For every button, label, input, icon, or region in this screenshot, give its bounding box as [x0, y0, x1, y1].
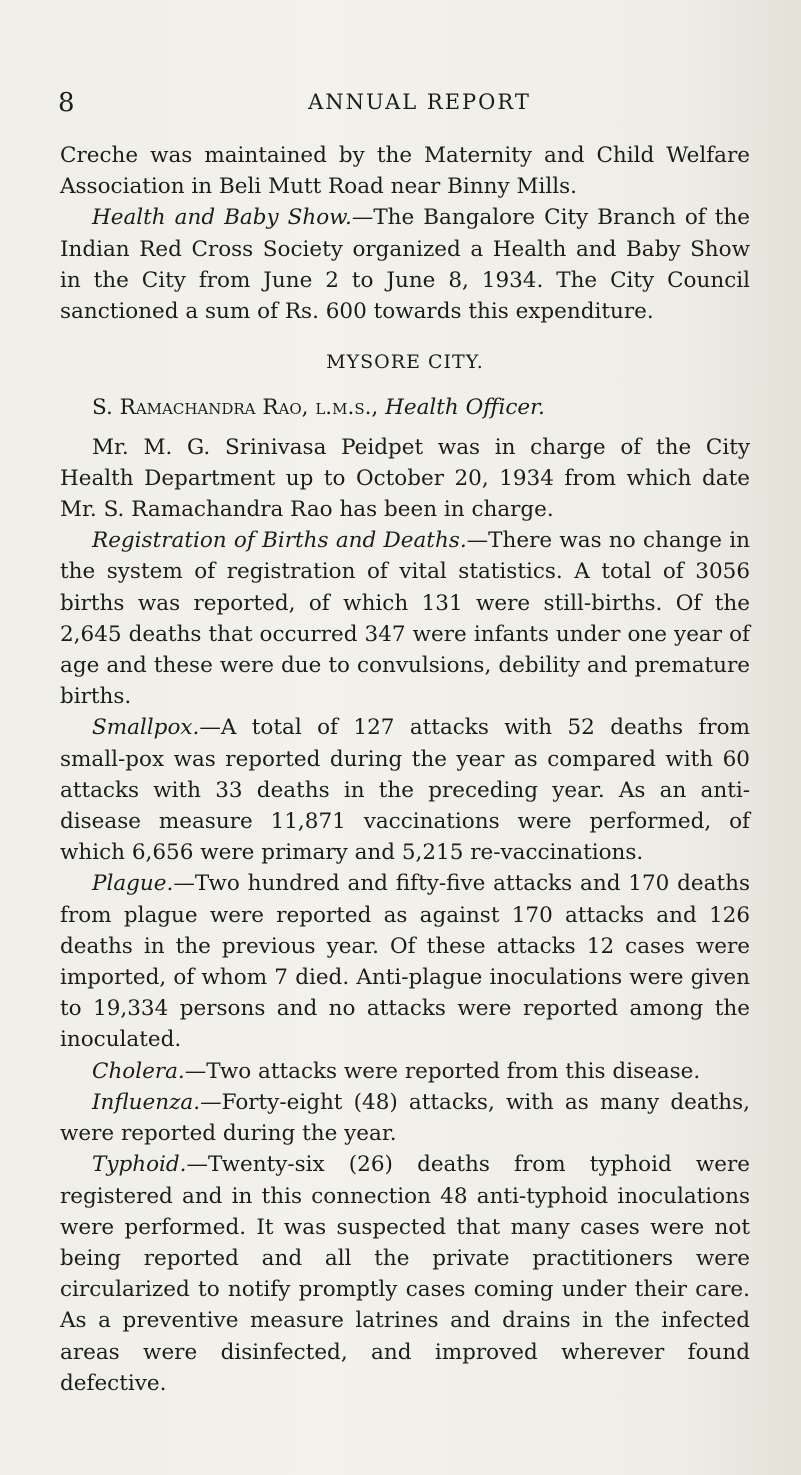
section-title-mysore-city: MYSORE CITY. [326, 351, 484, 374]
officer-line [60, 392, 750, 423]
running-title: ANNUAL REPORT [308, 90, 531, 114]
page-header [58, 88, 741, 118]
creche-paragraph: Creche was maintained by the Maternity and Child Welfare Association in Beli Mutt Road near Binny Mills. [60, 143, 750, 200]
smallpox-heading: Smallpox. [92, 715, 200, 741]
plague-heading: Plague. [92, 871, 174, 897]
intro-paragraph: Mr. M. G. Srinivasa Peidpet was in charge of the City Health Department up to October 20, 1934 from which date Mr. S. Ramachandra Rao has been in charge. [60, 434, 750, 523]
plague-paragraph [60, 868, 750, 1055]
registration-paragraph [60, 525, 750, 712]
officer-name: S. Ramachandra Rao, l.m.s., [92, 395, 379, 421]
page-number: 8 [58, 88, 75, 118]
smallpox-text: —A total of 127 attacks with 52 deaths from small-pox was reported during the year as compared with 60 attacks with 33 deaths in the preceding year. As an anti-disease measure 11,871 vaccinations were performed, of which 6,656 were primary and 5,215 re-vaccinations. [60, 715, 750, 866]
typhoid-text: —Twenty-six (26) deaths from typhoid were registered and in this connection 48 anti-typhoid inoculations were performed. It was suspected that many cases were not being reported and all the private practitioners were circularized to notify promptly cases coming under their care. As a preventive measure latrines and drains in the infected areas were disinfected, and improved wherever found defective. [60, 1152, 750, 1396]
smallpox-paragraph [60, 712, 750, 868]
health-baby-paragraph [60, 202, 750, 327]
influenza-heading: Influenza. [92, 1089, 201, 1115]
cholera-heading: Cholera. [92, 1058, 185, 1084]
health-baby-text: —The Bangalore City Branch of the Indian Red Cross Society organized a Health and Baby Show in the City from June 2 to June 8, 1934. The City Council sanctioned a sum of Rs. 600 towards this expenditure. [60, 205, 750, 325]
health-baby-heading: Health and Baby Show. [92, 205, 352, 231]
influenza-paragraph [60, 1087, 750, 1149]
typhoid-paragraph [60, 1149, 750, 1399]
report-body [60, 140, 750, 1399]
registration-heading: Registration of Births and Deaths. [92, 528, 467, 554]
cholera-paragraph [60, 1056, 750, 1087]
typhoid-heading: Typhoid. [92, 1152, 187, 1178]
plague-text: —Two hundred and fifty-five attacks and 170 deaths from plague were reported as against 170 attacks and 126 deaths in the previous year. Of these attacks 12 cases were imported, of whom 7 died. Anti-plague inoculations were given to 19,334 persons and no attacks were reported among the inoculated. [60, 871, 750, 1053]
registration-text: —There was no change in the system of registration of vital statistics. A total of 3056 births was reported, of which 131 were still-births. Of the 2,645 deaths that occurred 347 were infants under one year of age and these were due to convulsions, debility and premature births. [60, 528, 750, 710]
influenza-text: —Forty-eight (48) attacks, with as many deaths, were reported during the year. [60, 1089, 750, 1147]
cholera-text: —Two attacks were reported from this disease. [184, 1058, 701, 1084]
officer-title: Health Officer. [385, 395, 545, 421]
